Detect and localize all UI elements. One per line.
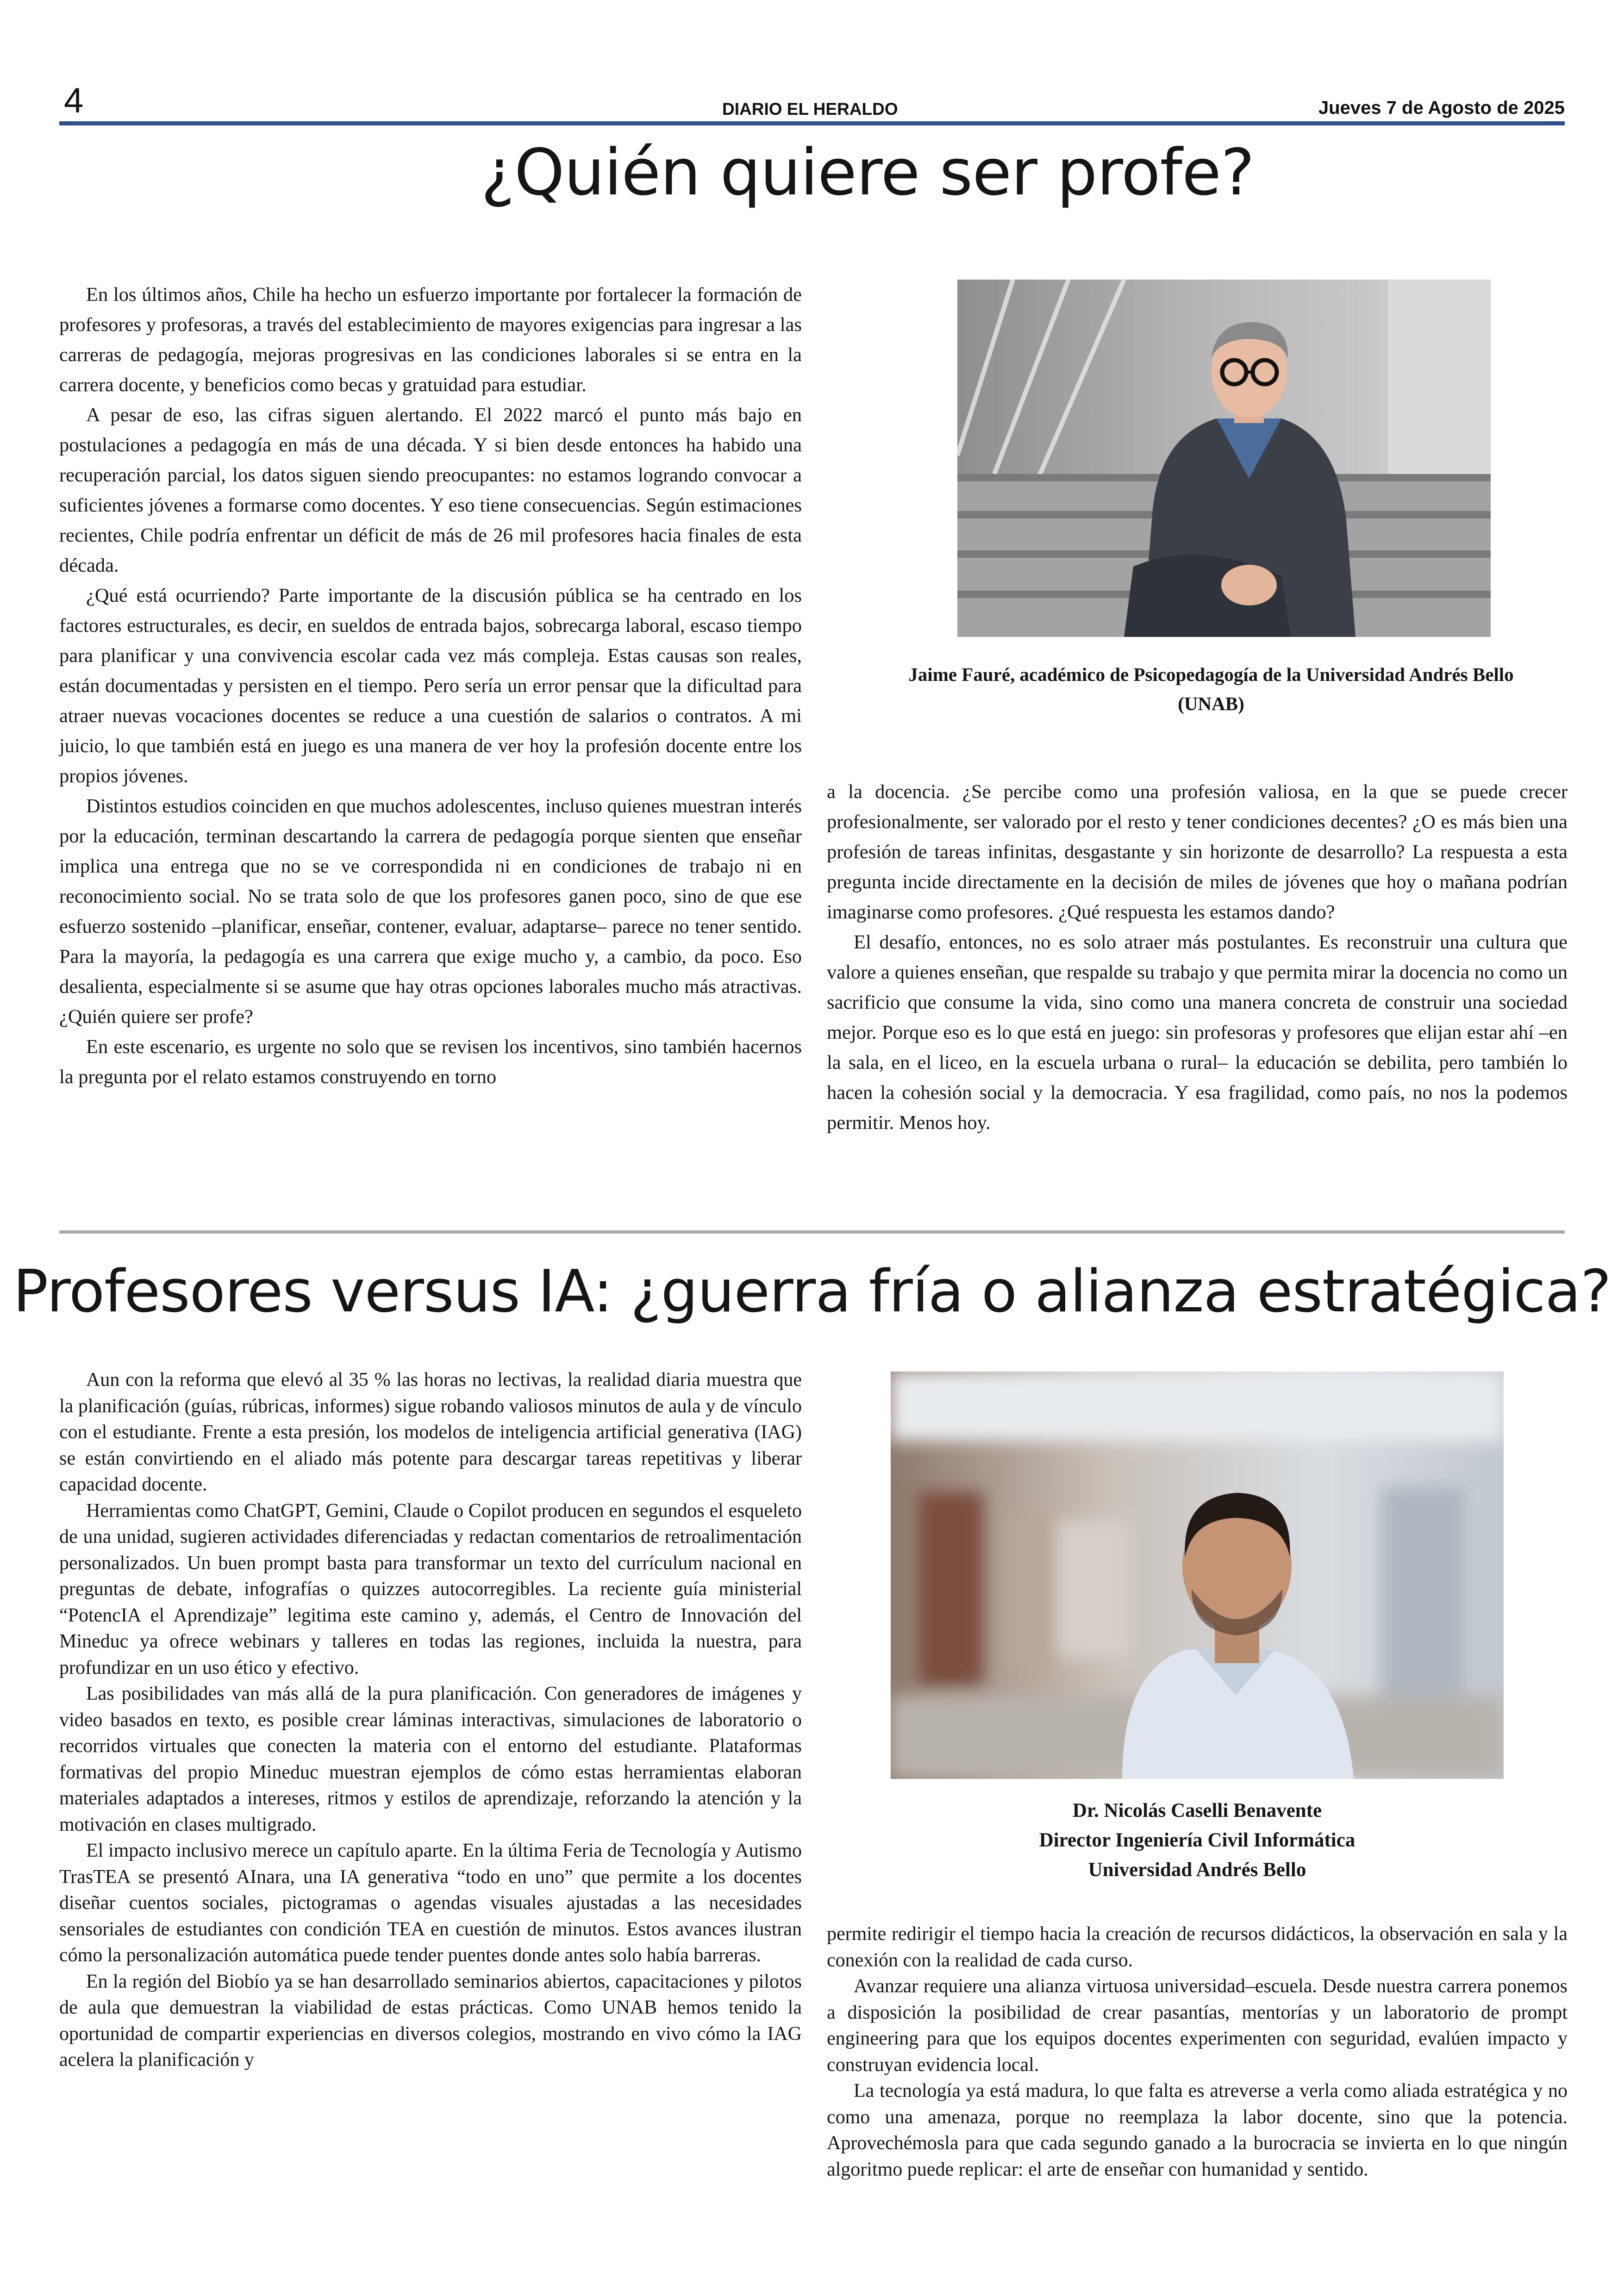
article1-paragraph: En este escenario, es urgente no solo que se revisen los incentivos, sino también hacernos la pregunta por el relato estamos construyendo en torno <box>59 1036 802 1088</box>
article1-photo <box>957 280 1491 637</box>
article1-right-column <box>827 777 1568 1216</box>
article2-paragraph: Las posibilidades van más allá de la pura planificación. Con generadores de imágenes y video basados en texto, es posible crear láminas interactivas, simulaciones de laboratorio o recorridos virtuales que conecten la materia con el entorno del estudiante. Plataformas formativas del propio Mineduc muestran ejemplos de cómo estas herramientas elaboran materiales adaptados a intereses, ritmos y estilos de aprendizaje, reforzando la atención y la motivación en clases multigrado. <box>59 1683 802 1835</box>
issue-date: Jueves 7 de Agosto de 2025 <box>1318 98 1565 118</box>
article2-paragraph: permite redirigir el tiempo hacia la creación de recursos didácticos, la observación en sala y la conexión con la realidad de cada curso. <box>827 1923 1568 1971</box>
caption-position: Director Ingeniería Civil Informática <box>1039 1829 1355 1851</box>
article2-paragraph: En la región del Biobío ya se han desarrollado seminarios abiertos, capacitaciones y pilotos de aula que demuestran la viabilidad de estas prácticas. Como UNAB hemos tenido la oportunidad de compartir experiencias en diversos colegios, mostrando en vivo cómo la IAG acelera la planificación y <box>59 1971 802 2070</box>
article2-paragraph: Aun con la reforma que elevó al 35 % las horas no lectivas, la realidad diaria muestra que la planificación (guías, rúbricas, informes) sigue robando valiosos minutos de aula y de vínculo con el estudiante. Frente a esta presión, los modelos de inteligencia artificial generativa (IAG) se están convirtiendo en el aliado más potente para descargar tareas repetitivas y liberar capacidad docente. <box>59 1369 802 1495</box>
article2-paragraph: La tecnología ya está madura, lo que falta es atreverse a verla como aliada estratégica y no como una amenaza, porque no reemplaza la labor docente, sino que la potencia. Aprovechémosla para que cada segundo ganado a la burocracia se invierta en lo que ningún algoritmo puede replicar: el arte de enseñar con humanidad y sentido. <box>827 2080 1568 2180</box>
article1-photo-caption: Jaime Fauré, académico de Psicopedagogía de la Universidad Andrés Bello (UNAB) <box>908 664 1514 714</box>
article2-paragraph: Avanzar requiere una alianza virtuosa universidad–escuela. Desde nuestra carrera ponemos a disposición la posibilidad de crear pasantías, mentorías y un laboratorio de prompt engineering para que los equipos docentes experimenten con seguridad, evalúen impacto y construyan evidencia local. <box>827 1976 1568 2076</box>
page-number: 4 <box>64 81 84 120</box>
article1-paragraph: a la docencia. ¿Se percibe como una profesión valiosa, en la que se puede crecer profesionalmente, ser valorado por el resto y tener condiciones decentes? ¿O es más bien una profesión de tareas infinitas, desgastante y sin horizonte de desarrollo? La respuesta a esta pregunta incide directamente en la decisión de miles de jóvenes que hoy o mañana podrían imaginarse como profesores. ¿Qué respuesta les estamos dando? <box>827 781 1568 923</box>
article1-title: ¿Quién quiere ser profe? <box>481 135 1255 210</box>
newspaper-name: DIARIO EL HERALDO <box>722 100 898 118</box>
article1-paragraph: El desafío, entonces, no es solo atraer más postulantes. Es reconstruir una cultura que valore a quienes enseñan, que respalde su trabajo y que permita mirar la docencia no como un sacrificio que consume la vida, sino como una manera concreta de construir una sociedad mejor. Porque eso es lo que está en juego: sin profesoras y profesores que elijan estar ahí –en la sala, en el liceo, en la escuela urbana o rural– la educación se debilita, pero también lo hacen la cohesión social y la democracia. Y esa fragilidad, como país, no nos la podemos permitir. Menos hoy. <box>827 931 1568 1134</box>
caption-institution: Universidad Andrés Bello <box>1088 1859 1306 1881</box>
section-divider <box>59 1230 1565 1234</box>
caption-name: Dr. Nicolás Caselli Benavente <box>1072 1800 1322 1821</box>
article1-paragraph: En los últimos años, Chile ha hecho un esfuerzo importante por fortalecer la formación de profesores y profesoras, a través del establecimiento de mayores exigencias para ingresar a las carreras de pedagogía, mejoras progresivas en las condiciones laborales si se entra en la carrera docente, y beneficios como becas y gratuidad para estudiar. <box>59 284 802 396</box>
article2-photo <box>891 1372 1504 1779</box>
article2-right-column <box>827 1921 1568 2254</box>
article2-photo-caption <box>896 1796 1498 1885</box>
article1-paragraph: A pesar de eso, las cifras siguen alertando. El 2022 marcó el punto más bajo en postulaciones a pedagogía en más de una década. Y si bien desde entonces ha habido una recuperación parcial, los datos siguen siendo preocupantes: no estamos logrando convocar a suficientes jóvenes a formarse como docentes. Y eso tiene consecuencias. Según estimaciones recientes, Chile podría enfrentar un déficit de más de 26 mil profesores hacia finales de esta década. <box>59 404 802 576</box>
article2-title: Profesores versus IA: ¿guerra fría o alianza estratégica? <box>13 1257 1611 1325</box>
article1-paragraph: ¿Qué está ocurriendo? Parte importante de la discusión pública se ha centrado en los factores estructurales, es decir, en sueldos de entrada bajos, sobrecarga laboral, escaso tiempo para planificar y una convivencia escolar cada vez más compleja. Estas causas son reales, están documentadas y persisten en el tiempo. Pero sería un error pensar que la dificultad para atraer nuevas vocaciones docentes se reduce a una cuestión de salarios o contratos. A mi juicio, lo que también está en juego es una manera de ver hoy la profesión docente entre los propios jóvenes. <box>59 585 802 787</box>
article2-left-column <box>59 1367 802 2246</box>
article2-paragraph: Herramientas como ChatGPT, Gemini, Claude o Copilot producen en segundos el esqueleto de una unidad, sugieren actividades diferenciadas y redactan comentarios de retroalimentación personalizados. Un buen prompt basta para transformar un texto del currículum nacional en preguntas de debate, infografías o quizzes autocorregibles. La reciente guía ministerial “PotencIA el Aprendizaje” legitima este camino y, además, el Centro de Innovación del Mineduc ya ofrece webinars y talleres en todas las regiones, incluida la nuestra, para profundizar en un uso ético y efectivo. <box>59 1500 802 1678</box>
header-rule <box>59 121 1565 125</box>
article1-left-column <box>59 280 802 1205</box>
article1-paragraph: Distintos estudios coinciden en que muchos adolescentes, incluso quienes muestran interés por la educación, terminan descartando la carrera de pedagogía porque sienten que enseñar implica una entrega que no se ve correspondida ni en condiciones de trabajo ni en reconocimiento social. No se trata solo de que los profesores ganen poco, sino de que ese esfuerzo sostenido –planificar, enseñar, contener, evaluar, adaptarse– parece no tener sentido. Para la mayoría, la pedagogía es una carrera que exige mucho y, a cambio, da poco. Eso desalienta, especialmente si se asume que hay otras opciones laborales mucho más atractivas. ¿Quién quiere ser profe? <box>59 795 802 1028</box>
article2-paragraph: El impacto inclusivo merece un capítulo aparte. En la última Feria de Tecnología y Autismo TrasTEA se presentó AInara, una IA generativa “todo en uno” que permite a los docentes diseñar cuentos sociales, pictogramas o agendas visuales ajustadas a las necesidades sensoriales de estudiantes con condición TEA en cuestión de minutos. Estos avances ilustran cómo la personalización automática puede tender puentes donde antes solo había barreras. <box>59 1840 802 1966</box>
